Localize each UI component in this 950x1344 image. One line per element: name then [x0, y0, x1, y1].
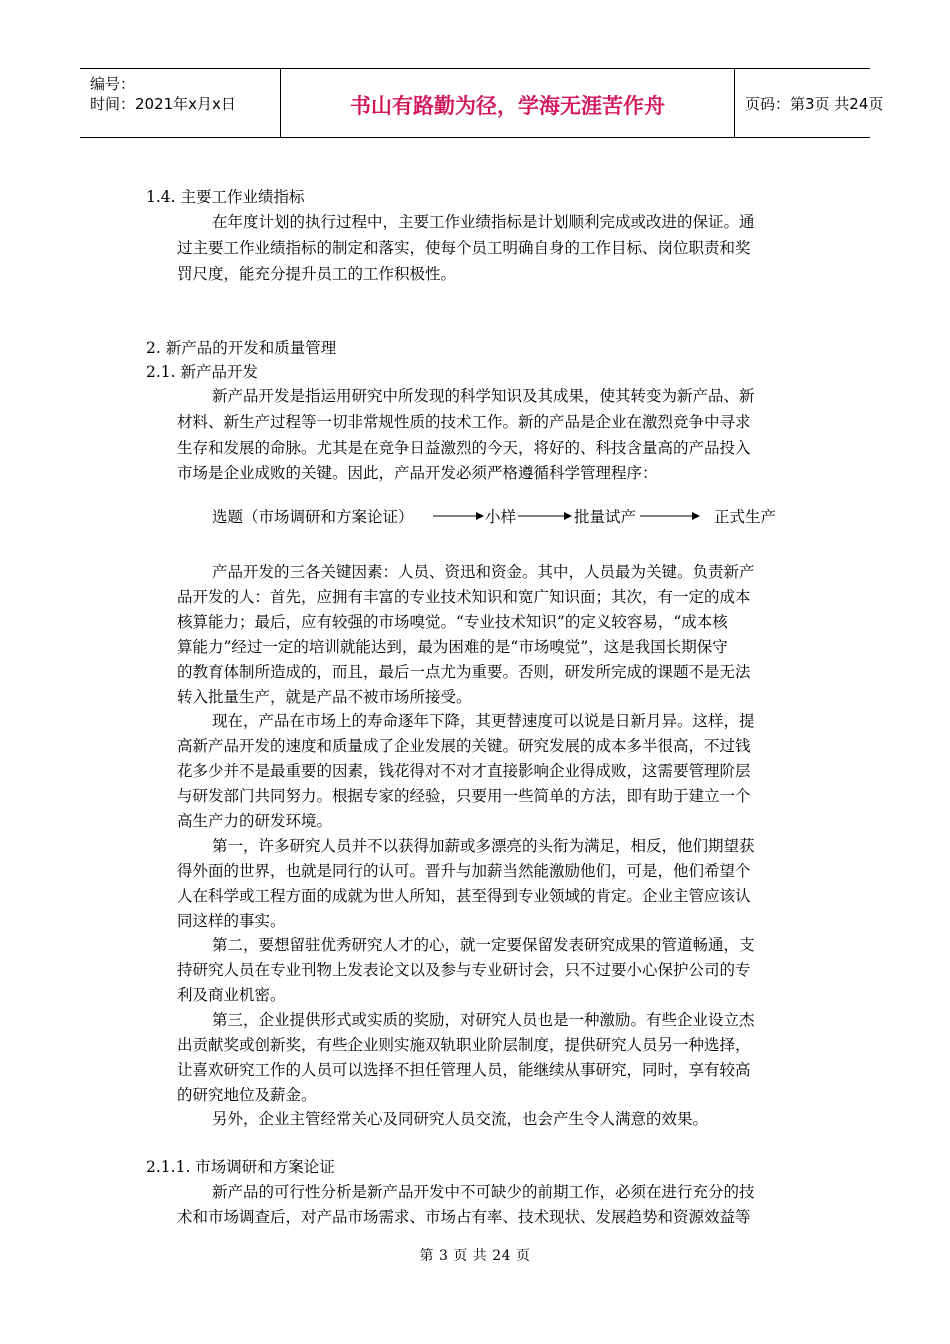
flow-step-3: 批量试产 [574, 508, 637, 526]
page-footer: 第 3 页 共 24 页 [419, 1248, 531, 1264]
paragraph-line: 现在，产品在市场上的寿命逐年下降，其更替速度可以说是日新月异。这样，提 [212, 712, 755, 730]
paragraph-line: 品开发的人：首先，应拥有丰富的专业技术知识和宽广知识面；其次，有一定的成本 [177, 588, 751, 606]
flow-arrowhead-2 [564, 512, 572, 520]
paragraph-line: 转入批量生产，就是产品不被市场所接受。 [177, 688, 472, 706]
process-flow-diagram [212, 505, 812, 531]
header-info-cell [80, 69, 281, 137]
paragraph-line: 得外面的世界，也就是同行的认可。晋升与加薪当然能激励他们，可是，他们希望个 [177, 862, 751, 880]
number-label: 编号： [90, 75, 136, 93]
paragraph-line: 新产品开发是指运用研究中所发现的科学知识及其成果，使其转变为新产品、新 [212, 387, 755, 405]
paragraph-line: 第一，许多研究人员并不以获得加薪或多漂亮的头衔为满足，相反，他们期望获 [212, 837, 755, 855]
paragraph-line: 第三，企业提供形式或实质的奖励，对研究人员也是一种激励。有些企业设立杰 [212, 1011, 755, 1029]
flow-arrowhead-3 [692, 512, 700, 520]
flow-step-2: 小样 [485, 508, 517, 526]
page-header [80, 68, 884, 138]
paragraph-line: 第二，要想留驻优秀研究人才的心，就一定要保留发表研究成果的管道畅通，支 [212, 936, 755, 954]
paragraph-line: 另外，企业主管经常关心及同研究人员交流，也会产生令人满意的效果。 [212, 1110, 709, 1128]
paragraph-line: 同这样的事实。 [177, 912, 286, 930]
section-heading: 2.1. 新产品开发 [146, 363, 259, 381]
page-info: 页码：第3页 共24页 [745, 95, 884, 113]
flow-arrowhead-1 [476, 512, 484, 520]
motto: 书山有路勤为径，学海无涯苦作舟 [350, 94, 665, 118]
flow-step-1: 选题（市场调研和方案论证） [212, 508, 414, 526]
paragraph-line: 算能力”经过一定的培训就能达到，最为困难的是“市场嗅觉”，这是我国长期保守 [177, 638, 728, 656]
header-page-cell [735, 69, 884, 137]
paragraph-line: 的研究地位及薪金。 [177, 1086, 317, 1104]
paragraph-line: 与研发部门共同努力。根据专家的经验，只要用一些简单的方法，即有助于建立一个 [177, 787, 751, 805]
paragraph-line: 核算能力；最后，应有较强的市场嗅觉。“专业技术知识”的定义较容易，“成本核 [177, 613, 728, 631]
paragraph-line: 罚尺度，能充分提升员工的工作积极性。 [177, 265, 457, 283]
paragraph-line: 过主要工作业绩指标的制定和落实，使每个员工明确自身的工作目标、岗位职责和奖 [177, 239, 751, 257]
paragraph-line: 术和市场调查后，对产品市场需求、市场占有率、技术现状、发展趋势和资源效益等 [177, 1208, 751, 1226]
paragraph-line: 让喜欢研究工作的人员可以选择不担任管理人员，能继续从事研究，同时，享有较高 [177, 1061, 751, 1079]
paragraph-line: 高新产品开发的速度和质量成了企业发展的关键。研究发展的成本多半很高，不过钱 [177, 737, 751, 755]
header-motto-cell [281, 69, 735, 137]
time-label: 时间：2021年x月x日 [90, 95, 236, 113]
paragraph-line: 出贡献奖或创新奖，有些企业则实施双轨职业阶层制度，提供研究人员另一种选择， [177, 1036, 751, 1054]
paragraph-line: 生存和发展的命脉。尤其是在竞争日益激烈的今天，将好的、科技含量高的产品投入 [177, 439, 751, 457]
paragraph-line: 利及商业机密。 [177, 986, 286, 1004]
flow-step-4: 正式生产 [714, 508, 777, 526]
section-heading: 1.4. 主要工作业绩指标 [146, 188, 305, 206]
paragraph-line: 花多少并不是最重要的因素，钱花得对不对才直接影响企业得成败，这需要管理阶层 [177, 762, 751, 780]
paragraph-line: 市场是企业成败的关键。因此，产品开发必须严格遵循科学管理程序： [177, 464, 658, 482]
paragraph-line: 产品开发的三各关键因素：人员、资迅和资金。其中，人员最为关键。负责新产 [212, 563, 755, 581]
paragraph-line: 的教育体制所造成的，而且，最后一点尤为重要。否则，研发所完成的课题不是无法 [177, 663, 751, 681]
paragraph-line: 在年度计划的执行过程中，主要工作业绩指标是计划顺利完成或改进的保证。通 [212, 213, 755, 231]
paragraph-line: 新产品的可行性分析是新产品开发中不可缺少的前期工作，必须在进行充分的技 [212, 1183, 755, 1201]
paragraph-line: 持研究人员在专业刊物上发表论文以及参与专业研讨会，只不过要小心保护公司的专 [177, 961, 751, 979]
paragraph-line: 材料、新生产过程等一切非常规性质的技术工作。新的产品是企业在激烈竞争中寻求 [177, 413, 751, 431]
paragraph-line: 人在科学或工程方面的成就为世人所知，甚至得到专业领域的肯定。企业主管应该认 [177, 887, 751, 905]
section-heading: 2.1.1. 市场调研和方案论证 [146, 1158, 335, 1176]
section-heading: 2. 新产品的开发和质量管理 [146, 339, 337, 357]
paragraph-line: 高生产力的研发环境。 [177, 812, 333, 830]
